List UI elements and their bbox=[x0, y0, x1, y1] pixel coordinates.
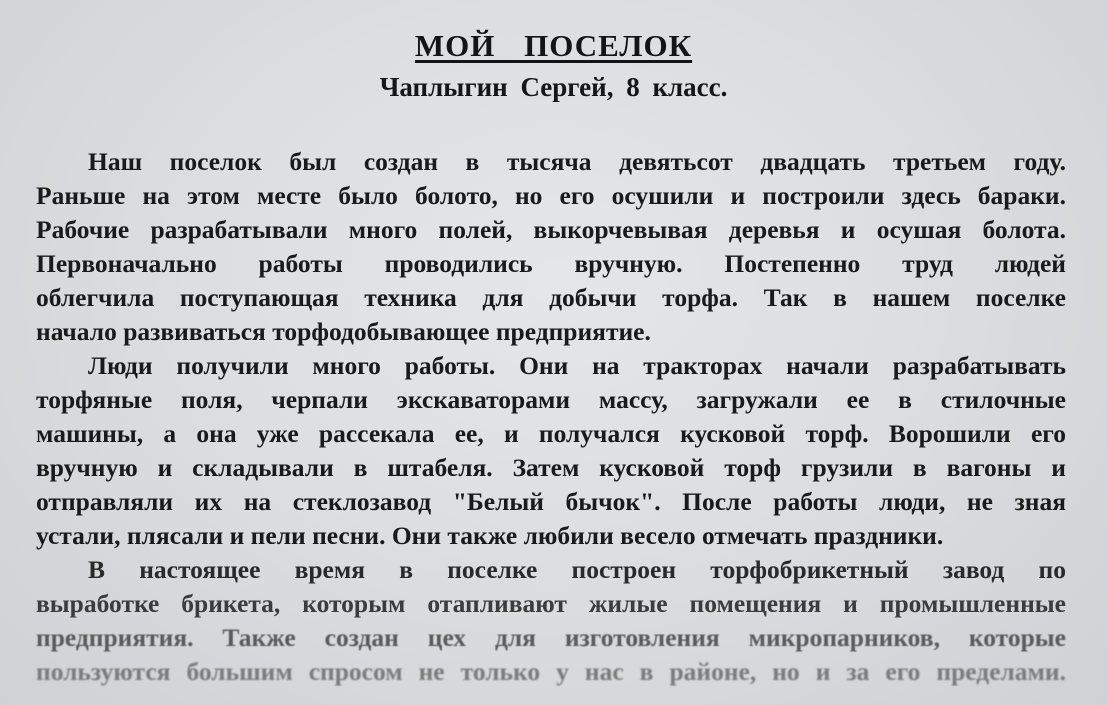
text-line: начало развиваться торфодобывающее предприятие. bbox=[36, 317, 651, 346]
document-body bbox=[36, 145, 1066, 689]
text-line: пользуются большим спросом не только у нас в районе, но и за его пределами. bbox=[36, 657, 1066, 686]
text-line: предприятия. Также создан цех для изготовления микропарников, которые bbox=[36, 623, 1066, 652]
text-line: Люди получили много работы. Они на тракторах начали разрабатывать bbox=[88, 351, 1066, 380]
text-line: Наш поселок был создан в тысяча девятьсот двадцать третьем году. bbox=[88, 147, 1066, 176]
text-line: выработке брикета, которым отапливают жилые помещения и промышленные bbox=[36, 589, 1066, 618]
text-line: отправляли их на стеклозавод "Белый бычок". После работы люди, не зная bbox=[36, 487, 1066, 516]
text-line: В настоящее время в поселке построен торфобрикетный завод по bbox=[88, 555, 1066, 584]
text-line: Раньше на этом месте было болото, но его осушили и построили здесь бараки. bbox=[36, 181, 1066, 210]
text-line: торфяные поля, черпали экскаваторами массу, загружали ее в стилочные bbox=[36, 385, 1066, 414]
text-line: облегчила поступающая техника для добычи торфа. Так в нашем поселке bbox=[36, 283, 1066, 312]
text-line: Первоначально работы проводились вручную. Постепенно труд людей bbox=[36, 249, 1066, 278]
document-title: МОЙ ПОСЕЛОК bbox=[414, 28, 693, 63]
text-line: вручную и складывали в штабеля. Затем кусковой торф грузили в вагоны и bbox=[36, 453, 1066, 482]
document-subtitle: Чаплыгин Сергей, 8 класс. bbox=[379, 72, 728, 102]
text-line: Рабочие разрабатывали много полей, выкорчевывая деревья и осушая болота. bbox=[36, 215, 1066, 244]
text-line: устали, плясали и пели песни. Они также любили весело отмечать праздники. bbox=[36, 521, 944, 550]
text-line: машины, а она уже рассекала ее, и получался кусковой торф. Ворошили его bbox=[36, 419, 1066, 448]
